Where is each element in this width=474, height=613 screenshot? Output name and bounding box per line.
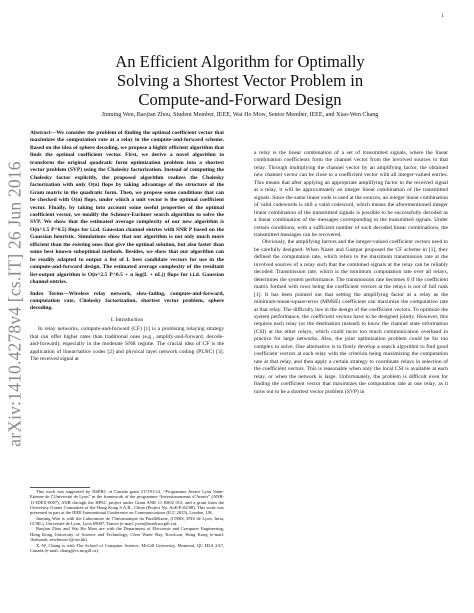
footnote-rule bbox=[30, 487, 90, 488]
index-terms: Index Terms—Wireless relay network, slow-fading, compute-and-forward, computation rate, Cholesky factorization, shortest vector problem, sphere decoding. bbox=[30, 290, 224, 312]
footnote: Baojian Zhou and Wai Ho Mow are with the Department of Electronic and Computer Engineering, Hong Kong University of Science and Technology, Clear Water Bay, Kowloon, Hong Kong (e-mail: {bzhouab, eewhmow}@ust.hk). bbox=[30, 526, 224, 543]
intro-paragraph: In relay networks, compute-and-forward (CF) [1] is a promising relaying strategy that can offer higher rates than traditional ones (e.g., amplify-and-forward, decode-and-forward), especially in the moderate SNR regime. The crucial idea of CF is the application of linear/lattice codes [2] and physical layer network coding (PLNC) [3]. The received signal at bbox=[30, 326, 224, 363]
footnote: Jinming Wen is with the Laboratoire de l’Informatique du Parallélisme, (CNRS, ENS de Lyon, Inria, UCBL), Université de Lyon, Lyon 69007, France (e-mail: jwen@math.mcgill.ca). bbox=[30, 515, 224, 526]
arxiv-stamp bbox=[3, 161, 27, 447]
footnote: X.-W. Chang is with The School of Computer Science, McGill University, Montreal, QC H3A 2A7, Canada (e-mail: chang@cs.mcgill.ca). bbox=[30, 542, 224, 553]
body-paragraph: a relay is the linear combination of a set of transmitted signals, where the linear combination coefficients form the channel vector from the involved sources to that relay. Through multiplying the channel vector by an amplifying factor, the obtained new channel vector can be close to a coefficient vector with all integer-valued entries. This means that after applying an appropriate amplifying factor to the received signal at a relay, it will be approximately an integer linear combination of the transmitted signals. Since the same linear code is used at the sources, an integer linear combination of valid codewords is still a valid codeword, which means the aforementioned integer linear combination of the transmitted signals is possible to be successfully decoded as a linear combination of the messages corresponding to the transmitted signals. Under certain conditions, with a sufficient number of such decoded linear combinations, the transmitted messages can be recovered. bbox=[254, 150, 448, 238]
section-heading: I. Introduction bbox=[110, 316, 144, 323]
page-number: 1 bbox=[441, 14, 444, 19]
body-paragraph: Obviously, the amplifying factors and the integer-valued coefficient vectors need to be carefully designed. When Nazer and Gastpar proposed the CF scheme in [1], they defined the computation rate, which refers to the maximum transmission rate at the involved sources of a relay such that the combined signals at the relay can be reliably decoded. Transmission rate, which is the minimum computation rate over all relays, determines the system performance. The transmission rate becomes 0 if the coefficient matrix formed with rows being the coefficient vectors at the relays is not of full rank [1]. It has been pointed out that setting the amplifying factor at a relay as the minimum-mean-square-error (MMSE) coefficient can maximize the computation rate at that relay. The difficulty lies in the design of the coefficient vectors. To optimize the system performance, the coefficient vectors have to be designed jointly. However, this requires each relay (or the destination instead) to know the channel state information (CSI) at the other relays, which could incur too much communication overhead in practice for large networks. Also, the joint optimization problem could be far too complex to solve. One alternative is to firstly develop a search algorithm to find good coefficient vectors at each relay with the criterion being maximizing the computation rate at that relay, and then apply a certain strategy to coordinate relays in selection of the coefficient vectors. This is reasonable when only the local CSI is available at each relay, or when the network is large. Unfortunately, the problem is difficult even for finding the coefficient vector that maximizes the computation rate at one relay, as it turns out to be a shortest vector problem (SVP) in bbox=[254, 239, 448, 395]
footnote: This work was supported by NSERC of Canada grant 217191-12, “Programme Avenir Lyon Saint-Etienne de l’Université de Lyon” in the framework of the programme “Inverstissements d’Avenir” (ANR-11-IDEX-0007), ANR through the HPAC project under Grant ANR 11 BS02 013, and a grant from the University Grants Committee of the Hong Kong S.A.R., China (Project No. AoE/E-02/08). This work was presented in part at the IEEE International Conference on Communications (ICC 2015), London, UK. bbox=[30, 489, 224, 516]
title-line: An Efficient Algorithm for Optimally bbox=[115, 52, 365, 71]
title-line: Compute-and-Forward Design bbox=[138, 90, 342, 109]
left-column bbox=[30, 130, 224, 364]
abstract: Abstract—We consider the problem of finding the optimal coefficient vector that maximizes the computation rate at a relay in the compute-and-forward scheme. Based on the idea of sphere decoding, we propose a highly efficient algorithm that finds the optimal coefficient vector. First, we derive a novel algorithm to transform the original quadratic form optimization problem into a shortest vector problem (SVP) using the Cholesky factorization. Instead of computing the Cholesky factor explicitly, the proposed algorithm realizes the Cholesky factorization with only O(n) flops by taking advantage of the structure of the Gram matrix in the quadratic form. Then, we propose some conditions that can be checked with O(n) flops, under which a unit vector is the optimal coefficient vector. Finally, by taking into account some useful properties of the optimal coefficient vector, we modify the Schnorr-Euchner search algorithm to solve the SVP. We show that the estimated average complexity of our new algorithm is O(n^1.5 P^0.5) flops for i.i.d. Gaussian channel entries with SNR P based on the Gaussian heuristic. Simulations show that our algorithm is not only much more efficient than the existing ones that give the optimal solution, but also faster than some best known suboptimal methods. Besides, we show that our algorithm can be readily adapted to output a list of L best candidate vectors for use in the compute-and-forward design. The estimated average complexity of the resultant list-output algorithm is O(n^2.5 P^0.5 + n log(L + nL)) flops for i.i.d. Gaussian channel entries. bbox=[30, 130, 224, 286]
author-list: Jinming Wen, Baojian Zhou, Student Member, IEEE, Wai Ho Mow, Senior Member, IEEE, and Xiao-Wen Chang bbox=[101, 112, 379, 118]
title-line: Solving a Shortest Vector Problem in bbox=[116, 71, 364, 90]
right-column bbox=[254, 150, 448, 396]
arxiv-id: arXiv:1410.4278v4 [cs.IT] 26 Jun 2016 bbox=[4, 161, 25, 447]
paper-title bbox=[40, 52, 440, 109]
footnotes bbox=[30, 489, 224, 553]
